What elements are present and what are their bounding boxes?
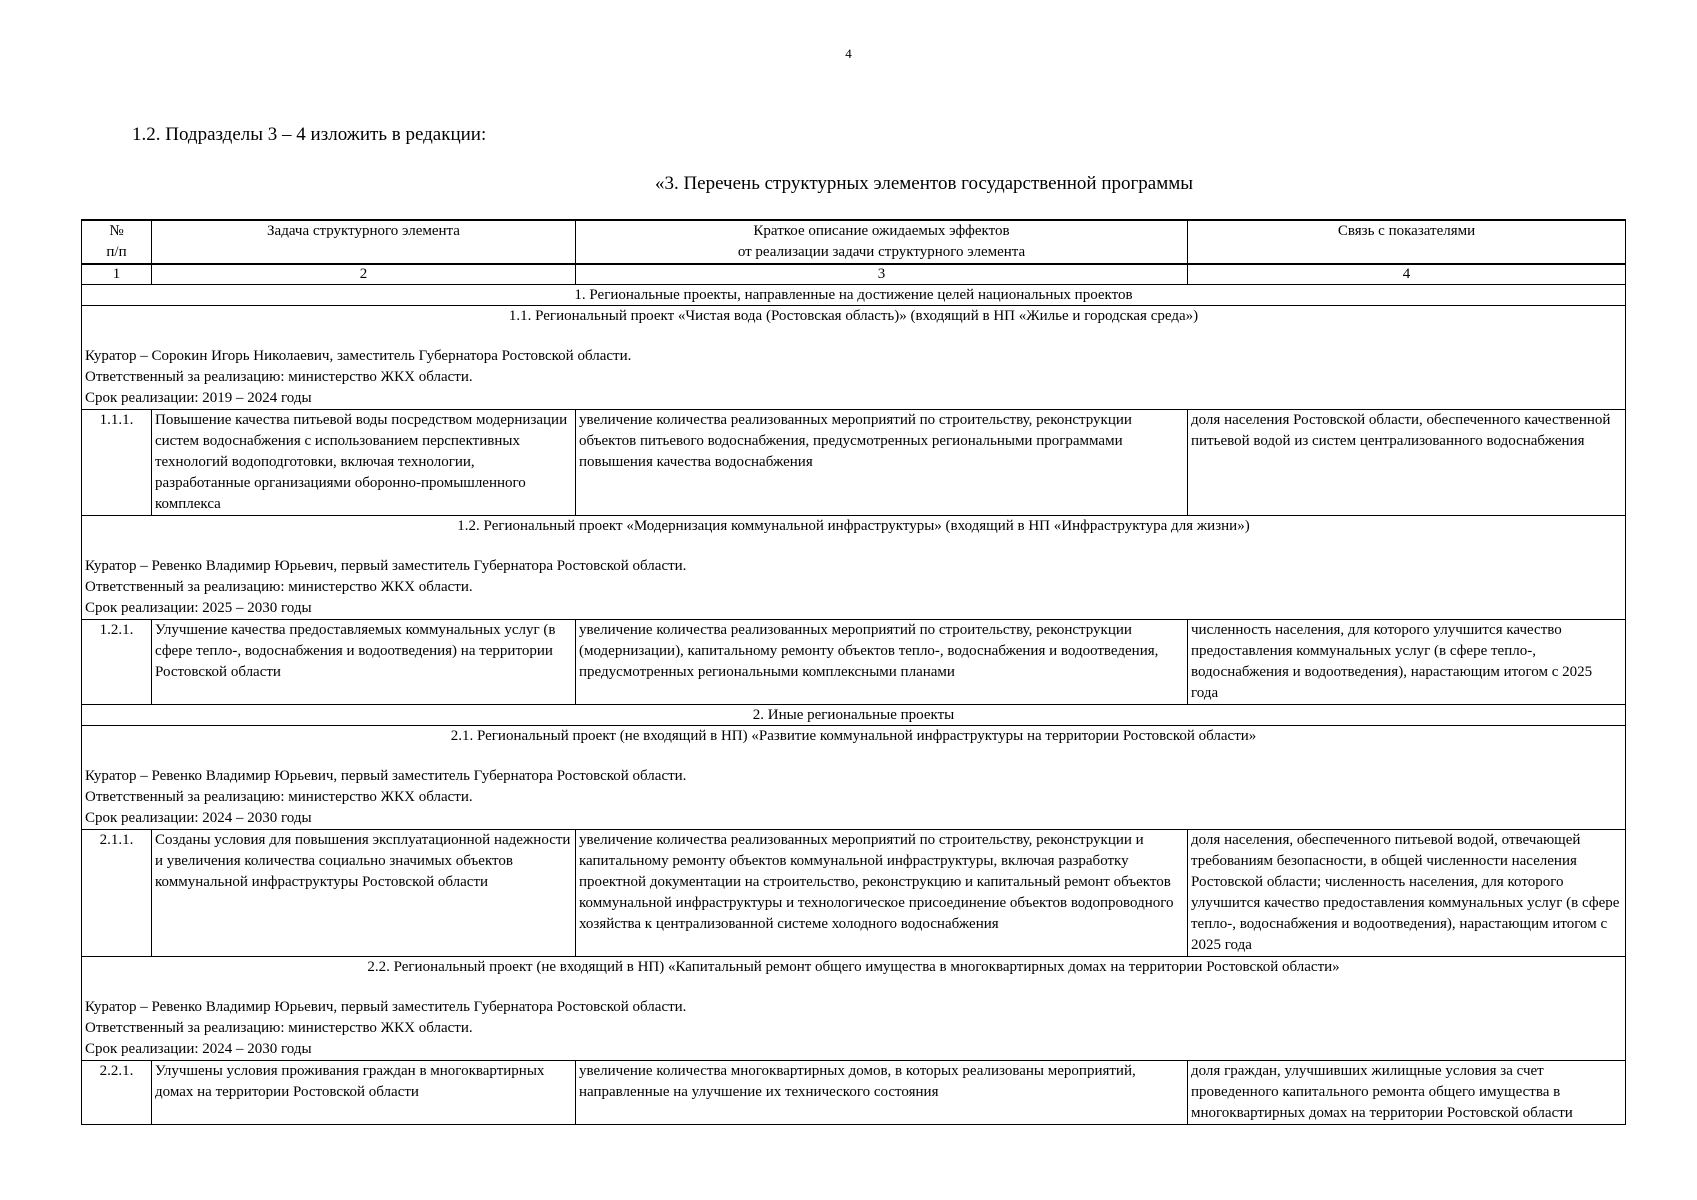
table-row [82,620,1626,705]
project-curator: Куратор – Ревенко Владимир Юрьевич, первый заместитель Губернатора Ростовской области. [85,558,687,574]
column-number: 3 [576,264,1188,285]
project-responsible: Ответственный за реализацию: министерство ЖКХ области. [85,1020,473,1036]
project-curator: Куратор – Ревенко Владимир Юрьевич, первый заместитель Губернатора Ростовской области. [85,768,687,784]
table-row [82,830,1626,957]
project-title: 1.1. Региональный проект «Чистая вода (Ростовская область)» (входящий в НП «Жилье и городская среда») [508,308,1199,324]
header-effect: Краткое описание ожидаемых эффектов от реализации задачи структурного элемента [576,220,1188,264]
group-row [82,285,1626,306]
project-title: 2.1. Региональный проект (не входящий в НП) «Развитие коммунальной инфраструктуры на территории Ростовской области» [450,728,1257,744]
row-indicator: доля граждан, улучшивших жилищные условия за счет проведенного капитального ремонта общего имущества в многоквартирных домах на территории Ростовской области [1188,1061,1626,1125]
row-task: Созданы условия для повышения эксплуатационной надежности и увеличения количества социально значимых объектов коммунальной инфраструктуры Ростовской области [152,830,576,957]
project-row [82,726,1626,830]
header-number: № п/п [82,220,152,264]
project-info [82,726,1626,830]
column-numbers-row [82,264,1626,285]
project-row [82,516,1626,620]
structural-elements-table [81,219,1626,1125]
header-task: Задача структурного элемента [152,220,576,264]
row-task: Улучшение качества предоставляемых коммунальных услуг (в сфере тепло-, водоснабжения и водоотведения) на территории Ростовской области [152,620,576,705]
row-task: Улучшены условия проживания граждан в многоквартирных домах на территории Ростовской области [152,1061,576,1125]
column-number: 4 [1188,264,1626,285]
header-indicator: Связь с показателями [1188,220,1626,264]
project-responsible: Ответственный за реализацию: министерство ЖКХ области. [85,369,473,385]
row-number: 2.1.1. [82,830,152,957]
table-row [82,1061,1626,1125]
project-curator: Куратор – Сорокин Игорь Николаевич, заместитель Губернатора Ростовской области. [85,348,632,364]
project-title: 2.2. Региональный проект (не входящий в НП) «Капитальный ремонт общего имущества в многоквартирных домах на территории Ростовской области» [367,959,1340,975]
intro-paragraph: 1.2. Подразделы 3 – 4 изложить в редакции: [132,124,487,145]
project-info [82,957,1626,1061]
project-info [82,306,1626,410]
project-responsible: Ответственный за реализацию: министерство ЖКХ области. [85,789,473,805]
row-indicator: доля населения, обеспеченного питьевой водой, отвечающей требованиям безопасности, в общей численности населения Ростовской области; численность населения, для которого улучшится качество предоставления коммунальных услуг (в сфере тепло-, водоснабжения и водоотведения), нарастающим итогом с 2025 года [1188,830,1626,957]
project-row [82,306,1626,410]
project-period: Срок реализации: 2024 – 2030 годы [85,1041,312,1057]
table-header-row [82,220,1626,264]
row-number: 1.1.1. [82,410,152,516]
project-curator: Куратор – Ревенко Владимир Юрьевич, первый заместитель Губернатора Ростовской области. [85,999,687,1015]
row-indicator: доля населения Ростовской области, обеспеченного качественной питьевой водой из систем централизованного водоснабжения [1188,410,1626,516]
group-row [82,705,1626,726]
row-effect: увеличение количества реализованных мероприятий по строительству, реконструкции и капитальному ремонту объектов коммунальной инфраструктуры, включая разработку проектной документации на строительство, реконструкцию и капитальный ремонт объектов коммунальной инфраструктуры и технологическое присоединение объектов водопроводного хозяйства к централизованной системе холодного водоснабжения [576,830,1188,957]
project-info [82,516,1626,620]
row-task: Повышение качества питьевой воды посредством модернизации систем водоснабжения с использованием перспективных технологий водоподготовки, включая технологии, разработанные организациями оборонно-промышленного комплекса [152,410,576,516]
project-period: Срок реализации: 2019 – 2024 годы [85,390,312,406]
row-number: 1.2.1. [82,620,152,705]
row-indicator: численность населения, для которого улучшится качество предоставления коммунальных услуг (в сфере тепло-, водоснабжения и водоотведения), нарастающим итогом с 2025 года [1188,620,1626,705]
project-period: Срок реализации: 2025 – 2030 годы [85,600,312,616]
row-effect: увеличение количества реализованных мероприятий по строительству, реконструкции (модернизации), капитальному ремонту объектов тепло-, водоснабжения и водоотведения, предусмотренных региональными комплексными планами [576,620,1188,705]
row-number: 2.2.1. [82,1061,152,1125]
group-title: 2. Иные региональные проекты [82,705,1626,726]
project-responsible: Ответственный за реализацию: министерство ЖКХ области. [85,579,473,595]
row-effect: увеличение количества многоквартирных домов, в которых реализованы мероприятий, направленные на улучшение их технического состояния [576,1061,1188,1125]
section-title: «3. Перечень структурных элементов государственной программы [654,173,1194,194]
project-period: Срок реализации: 2024 – 2030 годы [85,810,312,826]
table-row [82,410,1626,516]
group-title: 1. Региональные проекты, направленные на достижение целей национальных проектов [82,285,1626,306]
page-number: 4 [845,46,852,61]
project-row [82,957,1626,1061]
project-title: 1.2. Региональный проект «Модернизация коммунальной инфраструктуры» (входящий в НП «Инфраструктура для жизни») [457,518,1250,534]
column-number: 1 [82,264,152,285]
row-effect: увеличение количества реализованных мероприятий по строительству, реконструкции объектов питьевого водоснабжения, предусмотренных региональными программами повышения качества водоснабжения [576,410,1188,516]
column-number: 2 [152,264,576,285]
